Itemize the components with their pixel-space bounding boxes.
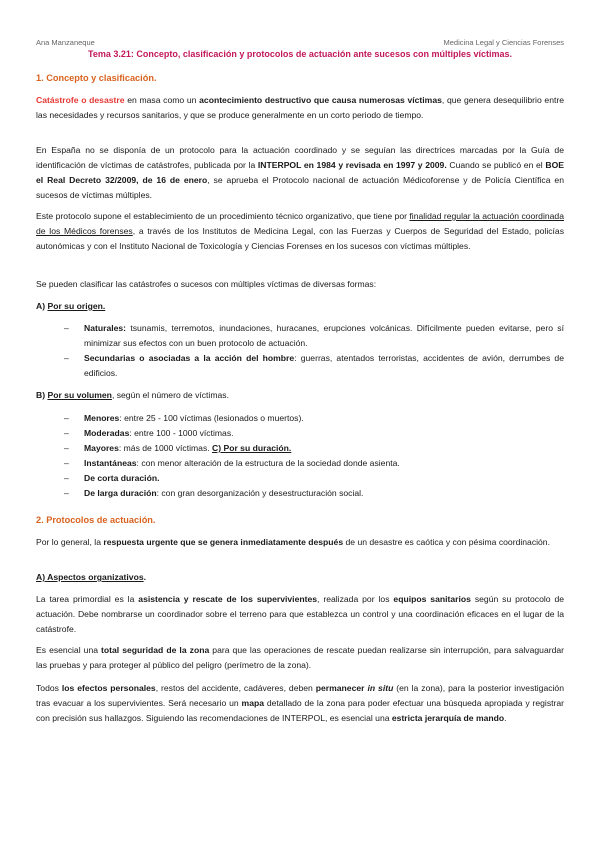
list-origin: [64, 321, 564, 381]
term-catastrophe: Catástrofe o desastre: [36, 95, 125, 105]
subheading-organizational: A) Aspectos organizativos.: [36, 572, 146, 582]
paragraph-personal-effects: Todos los efectos personales, restos del accidente, cadáveres, deben permanecer in situ (en la zona), para la posterior investigación tras evacuar a los supervivientes. Será necesario un mapa detallado de la zona para poder efectuar una búsqueda apropiada y registrar con precisión sus hallazgos. Siguiendo las recomendaciones de INTERPOL, es esencial una estricta jerarquía de mando.: [36, 683, 565, 723]
list-item: – Naturales: tsunamis, terremotos, inundaciones, huracanes, erupciones volcánicas. Difícilmente pueden evitarse, pero sí minimizar sus efectos con un buen protocolo de actuación.: [64, 321, 564, 351]
list-item: – Mayores: más de 1000 víctimas. C) Por su duración.: [64, 441, 564, 456]
header-subject: Medicina Legal y Ciencias Forenses: [443, 38, 564, 47]
list-volume: [64, 411, 564, 501]
section-1-heading: 1. Concepto y clasificación.: [36, 73, 157, 83]
paragraph-response: Por lo general, la respuesta urgente que se genera inmediatamente después de un desastre es caótica y con pésima coordinación.: [36, 537, 550, 547]
paragraph-classification-intro: Se pueden clasificar las catástrofes o sucesos con múltiples víctimas de diversas formas:: [36, 279, 377, 289]
list-item: – De larga duración: con gran desorganización y desestructuración social.: [64, 486, 564, 501]
paragraph-history: En España no se disponía de un protocolo para la actuación coordinado y se seguían las directrices marcadas por la Guía de identificación de víctimas de catástrofes, publicada por la INTERPOL en 1984 y revisada en 1997 y 2009. Cuando se publicó en el BOE el Real Decreto 32/2009, de 16 de enero, se aprueba el Protocolo nacional de actuación Médicoforense y de Policía Científica en sucesos de víctimas múltiples.: [36, 145, 564, 200]
subheading-origin: A) Por su origen.: [36, 301, 106, 311]
list-item: – Secundarias o asociadas a la acción del hombre: guerras, atentados terroristas, accidentes de avión, derrumbes de edificios.: [64, 351, 564, 381]
paragraph-protocol: Este protocolo supone el establecimiento de un procedimiento técnico organizativo, que tiene por finalidad regular la actuación coordinada de los Médicos forenses, a través de los Institutos de Medicina Legal, con las Fuerzas y Cuerpos de Seguridad del Estado, policías autonómicas y con el Instituto Nacional de Toxicología y Ciencias Forenses en los sucesos con víctimas múltiples.: [36, 211, 564, 251]
list-item: – Instantáneas: con menor alteración de la estructura de la sociedad donde asienta.: [64, 456, 564, 471]
list-item: – Menores: entre 25 - 100 víctimas (lesionados o muertos).: [64, 411, 564, 426]
paragraph-concept: Catástrofe o desastre en masa como un acontecimiento destructivo que causa numerosas víctimas, que genera desequilibrio entre las necesidades y recursos sanitarios, y que se produce generalmente en un corto periodo de tiempo.: [36, 95, 565, 120]
document-title: Tema 3.21: Concepto, clasificación y protocolos de actuación ante sucesos con múltiples víctimas.: [88, 49, 512, 59]
section-2-heading: 2. Protocolos de actuación.: [36, 515, 156, 525]
subheading-volume: B) Por su volumen, según el número de víctimas.: [36, 390, 229, 400]
list-item: – Moderadas: entre 100 - 1000 víctimas.: [64, 426, 564, 441]
paragraph-rescue: La tarea primordial es la asistencia y rescate de los supervivientes, realizada por los equipos sanitarios según su protocolo de actuación. Debe nombrarse un coordinador sobre el terreno para que establezca un control y una coordinación eficaces en el lugar de la catástrofe.: [36, 594, 565, 634]
header-author: Ana Manzaneque: [36, 38, 95, 47]
list-item: – De corta duración.: [64, 471, 564, 486]
paragraph-security: Es esencial una total seguridad de la zona para que las operaciones de rescate puedan realizarse sin interrupción, para salvaguardar las pruebas y para proteger al público del peligro (perímetro de la zona).: [36, 645, 565, 670]
